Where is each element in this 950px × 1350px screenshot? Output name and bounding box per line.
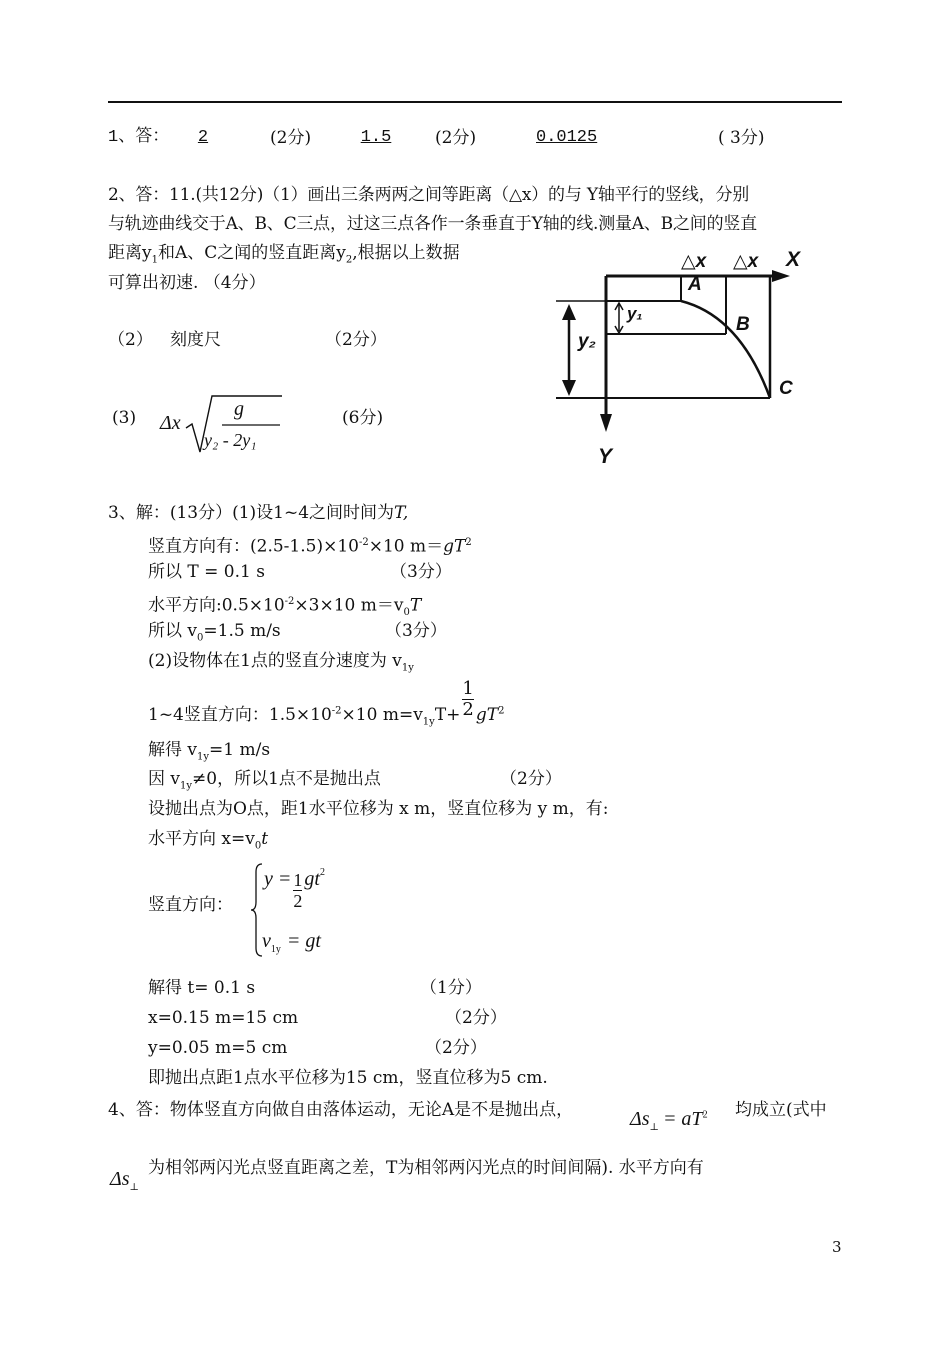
q1-answer-line — [108, 128, 169, 148]
q3-line-13-points: （1分） — [420, 978, 482, 998]
q4-line-1-end: 均成立(式中 — [735, 1100, 827, 1120]
q3-line-5: 所以 $v_0=1.5$ m/s — [148, 621, 281, 644]
figure-label-x: X — [786, 248, 801, 271]
q2-line-2: 与轨迹曲线交于A、B、C三点，过这三点各作一条垂直于Y轴的线.测量A、B之间的竖直 — [108, 214, 757, 234]
q4-line-1: 4、答：物体竖直方向做自由落体运动，无论A是不是抛出点， — [108, 1100, 574, 1120]
system-eq-2: $v_{1y}$ = gt — [262, 930, 321, 955]
q2-part3-points: (6分) — [342, 408, 384, 428]
q3-line-5-points: （3分） — [385, 621, 447, 641]
q2-part2-points: （2分） — [325, 330, 387, 350]
q3-line-7: 1~4竖直方向：$1.5\times 10^{-2}\times 10$ $m=v_{1y}T+$ $\frac{1}{2}$ $gT^2$ — [148, 678, 505, 728]
q1-answer-3: 0.0125 — [536, 128, 598, 147]
formula-denominator: y₂ - 2y₁ — [204, 430, 257, 450]
q3-line-10: 设抛出点为O点，距1水平位移为 x m，竖直位移为 y m，有: — [148, 799, 609, 819]
q4-line-2: 为相邻两闪光点竖直距离之差，T为相邻两闪光点的时间间隔). 水平方向有 — [148, 1158, 704, 1178]
q3-line-15: y=0.05 m=5 cm — [148, 1038, 288, 1058]
q3-line-8: 解得 $v_{1y}=1$ m/s — [148, 740, 271, 763]
figure-label-y2: y₂ — [578, 331, 596, 352]
figure-label-dx1: △x — [681, 251, 707, 272]
q3-line-1: 3、解：(13分）(1)设1~4之间时间为T, — [108, 503, 409, 523]
q3-line-14: x=0.15 m=15 cm — [148, 1008, 299, 1028]
q3-line-16: 即抛出点距1点水平位移为15 cm，竖直位移为5 cm. — [148, 1068, 548, 1088]
q3-line-14-points: （2分） — [445, 1008, 507, 1028]
q1-points-3: ( 3分) — [718, 128, 765, 148]
q2-part2-label: （2） — [108, 330, 153, 350]
q1-label: 1、答： — [108, 128, 170, 147]
header-rule — [108, 101, 842, 103]
q2-part3-label: (3) — [112, 408, 137, 428]
formula-delta-x: Δx — [160, 412, 181, 434]
q3-line-15-points: （2分） — [425, 1038, 487, 1058]
frac-den: 2 — [462, 699, 474, 720]
trajectory-figure — [540, 246, 820, 476]
figure-label-c: C — [779, 378, 793, 399]
q3-line-11: 水平方向 $x=v_0t$ — [148, 829, 269, 852]
q1-answer-2: 1.5 — [360, 128, 392, 147]
q3-line-6: (2)设物体在1点的竖直分速度为 $v_{1y}$ — [148, 651, 414, 674]
q2-line-4: 可算出初速. （4分） — [108, 273, 266, 293]
q2-part2-text: 刻度尺 — [170, 330, 221, 350]
q3-line-12: 竖直方向： — [148, 895, 233, 915]
figure-label-y: Y — [598, 445, 613, 468]
q3-line-2: 竖直方向有：$(2.5-1.5)\times 10^{-2}\times 10$ $m=gT^2$ — [148, 536, 472, 557]
q3-line-4: 水平方向$:0.5\times 10^{-2}\times 3\times 10$ $m=v_0T$ — [148, 595, 422, 619]
frac-num: 1 — [462, 678, 474, 699]
figure-label-y1: y₁ — [627, 304, 643, 323]
q3-line-9: 因 $v_{1y}\ne 0$，所以1点不是抛出点 — [148, 769, 381, 792]
q4-formula-2: $\Delta s_\perp$ — [110, 1168, 139, 1193]
q3-line-13: 解得 t= 0.1 s — [148, 978, 256, 998]
q3-line-3: 所以 T = 0.1 s — [148, 562, 265, 582]
figure-label-dx2: △x — [733, 251, 759, 272]
page-number: 3 — [832, 1238, 842, 1256]
formula-numerator: g — [234, 398, 244, 420]
q1-points-2: (2分) — [435, 128, 477, 148]
q1-points-1: (2分) — [270, 128, 312, 148]
q2-line-1: 2、答：11.(共12分)（1）画出三条两两之间等距离（△x）的与 Y轴平行的竖线，分别 — [108, 185, 750, 205]
q3-line-9-points: （2分） — [500, 769, 562, 789]
figure-label-a: A — [688, 274, 702, 295]
q4-formula-1: $\Delta s_\perp = aT^2$ — [630, 1108, 708, 1133]
q2-formula — [160, 392, 290, 462]
q3-line-3-points: （3分） — [390, 562, 452, 582]
q2-line-3: 距离$y_1$和A、C之闻的竖直距离$y_2$,根据以上数据 — [108, 243, 460, 266]
q1-answer-1: 2 — [197, 128, 209, 147]
system-eq-1: y = $\frac{1}{2}$ $gt^2$ — [264, 867, 325, 911]
figure-label-b: B — [736, 314, 750, 335]
